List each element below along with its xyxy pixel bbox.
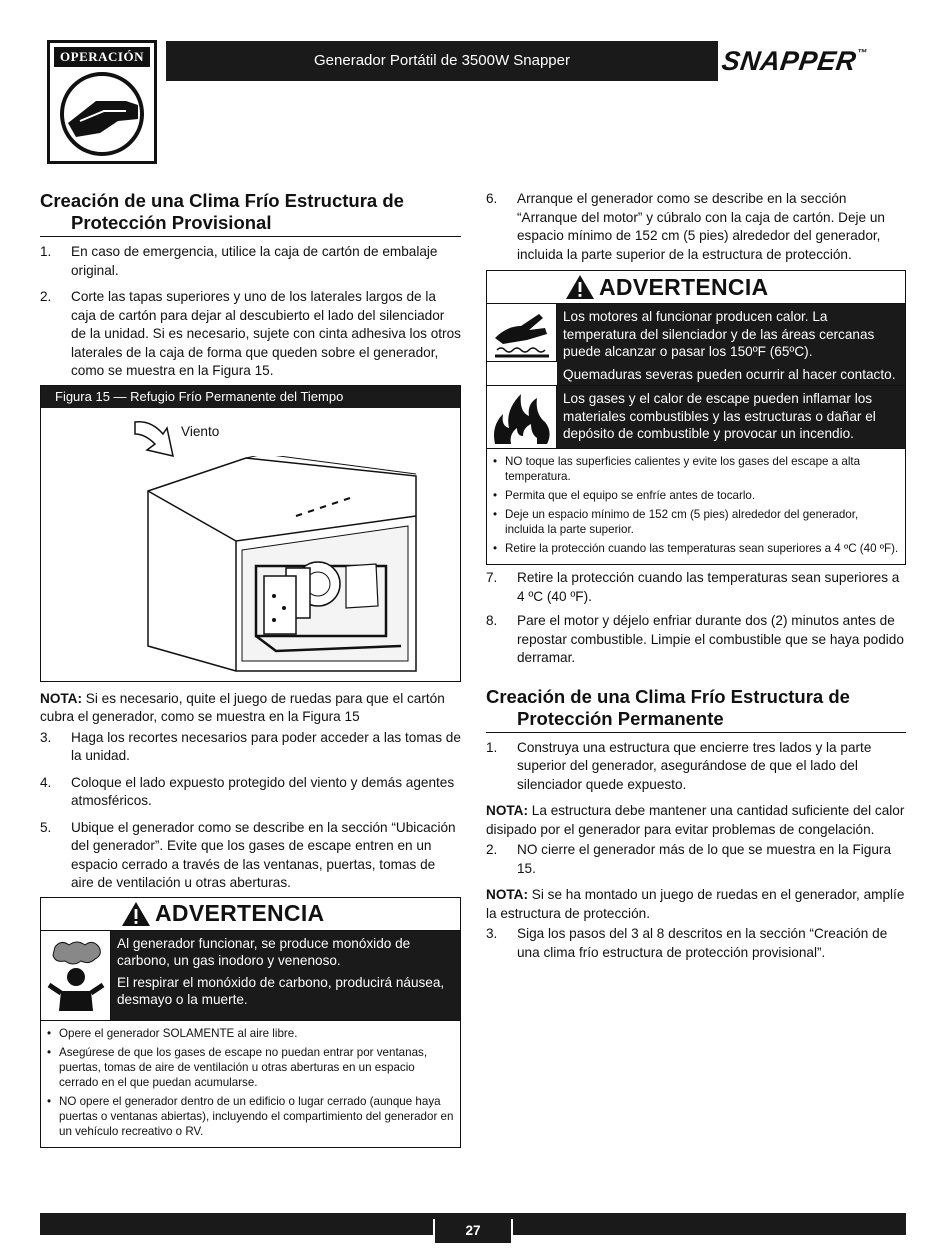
- warning-bullet: • Asegúrese de que los gases de escape no puedan entrar por ventanas, puertas, tomas de aire de ventilación u otras aberturas en un espacio cerrado en el que puedan acumularse.: [45, 1045, 454, 1090]
- warning-bullet: • Deje un espacio mínimo de 152 cm (5 pies) alrededor del generador, incluida la parte superior.: [491, 507, 899, 537]
- wind-label: Viento: [181, 423, 220, 439]
- fire-icon: [487, 386, 557, 448]
- warning-bullets: [41, 1020, 460, 1147]
- right-column: [486, 190, 906, 962]
- warning-title: ADVERTENCIA: [487, 271, 905, 303]
- warning-box-co: [40, 897, 461, 1148]
- warning-p3: Los gases y el calor de escape pueden inflamar los materiales combustibles y las estructuras o dañar el depósito de combustible y provocar un incendio.: [563, 391, 876, 441]
- step-item: 3. Haga los recortes necesarios para poder acceder a las tomas de la unidad.: [40, 729, 461, 763]
- heading-rule: [40, 236, 461, 237]
- warning-bullet: • NO opere el generador dentro de un edificio o lugar cerrado (aunque haya puertas o ventanas abiertas), incluyendo el compartimiento del generador en un vehículo recreativo o RV.: [45, 1094, 454, 1139]
- hand-icon: [56, 71, 148, 157]
- warning-bullet: • Retire la protección cuando las temperaturas sean superiores a 4 ºC (40 ºF).: [491, 541, 899, 556]
- step-item: 4. Coloque el lado expuesto protegido del viento y demás agentes atmosféricos.: [40, 774, 455, 808]
- figure-15: [40, 385, 461, 682]
- step-item: 2. Corte las tapas superiores y uno de los laterales largos de la caja de cartón para dejar al descubierto el lado del silenciador de la unidad. Si es necesario, sujete con cinta adhesiva los otros laterales de la caja de forma que queden sobre el generador, como se muestra en la Figura 15.: [40, 289, 461, 378]
- warning-triangle-icon: [565, 274, 595, 300]
- warning-text: [557, 304, 905, 385]
- warning-triangle-icon: [121, 901, 151, 927]
- step-item: 2. NO cierre el generador más de lo que se muestra en la Figura 15.: [486, 842, 892, 876]
- steps-list-p1: [486, 739, 906, 795]
- steps-list-a: [40, 243, 461, 381]
- page-number: 27: [433, 1219, 513, 1243]
- warning-body: [487, 303, 905, 385]
- step-item: 6. Arranque el generador como se describe en la sección “Arranque del motor” y cúbralo con la caja de cartón. Deje un espacio mínimo de 152 cm (5 pies) alrededor del generador, incluida la parte superior de la estructura de protección.: [486, 191, 885, 262]
- step-item: 5. Ubique el generador como se describe en la sección “Ubicación del generador”. Evite que los gases de escape entren en un espacio cerrado a través de las ventanas, puertas, tomas de aire de ventilación u otras aberturas.: [40, 819, 456, 890]
- hot-surface-icon: [487, 304, 557, 362]
- brand-logo: [720, 46, 869, 77]
- operation-badge: [47, 40, 157, 164]
- warning-p1: Los motores al funcionar producen calor. La temperatura del silenciador y de las áreas cercanas puede alcanzar o pasar los 150ºF (65ºC).: [563, 309, 875, 359]
- warning-bullets: [487, 448, 905, 564]
- step-item: 3. Siga los pasos del 3 al 8 descritos en la sección “Creación de una clima frío estructura de protección provisional”.: [486, 926, 888, 960]
- brand-name: SNAPPER: [719, 46, 859, 76]
- warning-box-heat: [486, 270, 906, 565]
- steps-list-p2: [486, 841, 906, 878]
- nota-wheels: NOTA: Si es necesario, quite el juego de ruedas para que el cartón cubra el generador, como se muestra en la Figura 15: [40, 690, 445, 724]
- left-column: [40, 190, 461, 1148]
- steps-list-6: [486, 190, 906, 264]
- heading-line2: Protección Permanente: [517, 707, 724, 729]
- steps-list-c: [486, 569, 906, 668]
- warning-bullet: • NO toque las superficies calientes y evite los gases del escape a alta temperatura.: [491, 454, 899, 484]
- section-heading-temporary: [40, 190, 461, 234]
- nota-heat: NOTA: La estructura debe mantener una cantidad suficiente del calor disipado por el generador para evitar problemas de congelación.: [486, 803, 905, 837]
- step-item: 1. En caso de emergencia, utilice la caja de cartón de embalaje original.: [40, 244, 438, 278]
- heading-rule: [486, 732, 906, 733]
- heading-line1: Creación de una Clima Frío Estructura de: [486, 685, 850, 707]
- step-item: 1. Construya una estructura que encierre tres lados y la parte superior del generador, asegurándose de que el lado del silenciador quede expuesto.: [486, 739, 872, 792]
- section-heading-permanent: [486, 686, 906, 730]
- warning-p2: Quemaduras severas pueden ocurrir al hacer contacto.: [563, 366, 896, 382]
- step-item: 7. Retire la protección cuando las temperaturas sean superiores a 4 ºC (40 ºF).: [486, 570, 900, 604]
- warning-p1: Al generador funcionar, se produce monóxido de carbono, un gas inodoro y venenoso.: [117, 935, 411, 968]
- warning-p2: El respirar el monóxido de carbono, producirá náusea, desmayo o la muerte.: [117, 974, 445, 1007]
- warning-bullet: • Permita que el equipo se enfríe antes de tocarlo.: [491, 488, 899, 503]
- step-item: 8. Pare el motor y déjelo enfriar durante dos (2) minutos antes de repostar combustible. Limpie el combustible que se haya podido derramar.: [486, 613, 904, 665]
- steps-list-p3: [486, 925, 906, 962]
- steps-list-b: [40, 729, 461, 893]
- heading-line2: Protección Provisional: [71, 212, 272, 233]
- warning-bullet: • Opere el generador SOLAMENTE al aire libre.: [45, 1026, 454, 1041]
- warning-text: [557, 386, 905, 448]
- toxic-fumes-icon: [41, 931, 111, 1020]
- badge-label: OPERACIÓN: [54, 47, 150, 67]
- warning-title: ADVERTENCIA: [41, 898, 460, 930]
- heading-line1: Creación de una Clima Frío Estructura de: [40, 190, 404, 211]
- brand-tm: ™: [856, 48, 869, 59]
- figure-caption: Figura 15 — Refugio Frío Permanente del Tiempo: [41, 386, 460, 408]
- warning-body-fire: [487, 385, 905, 448]
- warning-body: [41, 930, 460, 1020]
- generator-shelter-illustration: [146, 456, 446, 681]
- nota-wheels-2: NOTA: Si se ha montado un juego de ruedas en el generador, amplíe la estructura de protección.: [486, 887, 905, 921]
- header-title: Generador Portátil de 3500W Snapper: [166, 41, 718, 81]
- warning-text: [111, 931, 460, 1020]
